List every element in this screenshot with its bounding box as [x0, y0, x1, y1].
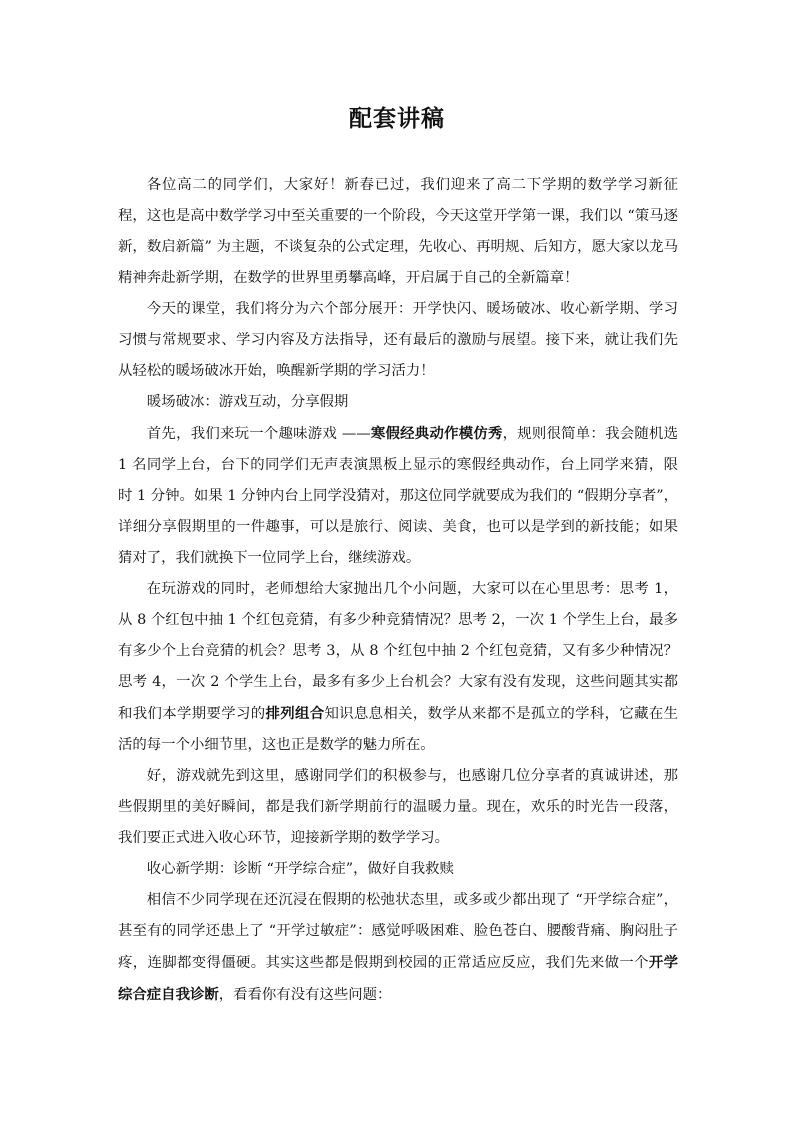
paragraph-game-rules — [118, 418, 678, 574]
text-run: 在玩游戏的同时，老师想给大家抛出几个小问题，大家可以在心里思考：思考 1，从 8 个红包中抽 1 个红包竞猜，有多少种竞猜情况？思考 2，一次 1 个学生上台，最多有多少个上台竞猜的机会？思考 3，从 8 个红包中抽 2 个红包竞猜，又有多少种情况？思考 4，一次 2 个学生上台，最多有多少上台机会？大家有没有发现，这些问题其实都和我们本学期要学习的 — [118, 581, 678, 722]
bold-game-name: 寒假经典动作模仿秀 — [370, 425, 503, 442]
text-run: ，规则很简单：我会随机选 1 名同学上台，台下的同学们无声表演黑板上显示的寒假经典动作，台上同学来猜，限时 1 分钟。如果 1 分钟内台上同学没猜对，那这位同学就要成为我们的 “假期分享者”，详细分享假期里的一件趣事，可以是旅行、阅读、美食，也可以是学到的新技能；如果猜对了，我们就换下一位同学上台，继续游戏。 — [118, 426, 678, 566]
paragraph-syndrome — [118, 885, 678, 1011]
paragraph-thanks: 好，游戏就先到这里，感谢同学们的积极参与，也感谢几位分享者的真诚讲述，那些假期里的美好瞬间，都是我们新学期前行的温暖力量。现在，欢乐的时光告一段落，我们要正式进入收心环节，迎接新学期的数学学习。 — [118, 768, 678, 846]
text-run: 知识息息相关，数学从来都不是孤立的学科，它藏在生活的每一个小细节里，这也正是数学的魅力所在。 — [118, 706, 678, 753]
document-body — [118, 170, 678, 1011]
paragraph-outline: 今天的课堂，我们将分为六个部分展开：开学快闪、暖场破冰、收心新学期、学习习惯与常规要求、学习内容及方法指导，还有最后的激励与展望。接下来，就让我们先从轻松的暖场破冰开始，唤醒新学期的学习活力！ — [118, 301, 678, 379]
paragraph-questions — [118, 574, 678, 761]
bold-topic: 排列组合 — [265, 705, 325, 722]
text-run: 相信不少同学现在还沉浸在假期的松弛状态里，或多或少都出现了 “开学综合症”，甚至有的同学还患上了 “开学过敏症”：感觉呼吸困难、脸色苍白、腰酸背痛、胸闷肚子疼，连脚都变得僵硬。其实这些都是假期到校园的正常适应反应，我们先来做一个 — [118, 892, 678, 971]
section-heading-settle: 收心新学期：诊断 “开学综合症”，做好自我救赎 — [146, 861, 454, 877]
text-run: ，看看你有没有这些问题： — [218, 987, 392, 1003]
section-heading-icebreak: 暖场破冰：游戏互动，分享假期 — [146, 394, 349, 410]
document-title: 配套讲稿 — [349, 105, 445, 132]
bold-self-diagnosis: 开学综合症自我诊断 — [118, 954, 678, 1003]
text-run: 首先，我们来玩一个趣味游戏 —— — [146, 426, 371, 442]
paragraph-intro: 各位高二的同学们，大家好！新春已过，我们迎来了高二下学期的数学学习新征程，这也是高中数学学习中至关重要的一个阶段，今天这堂开学第一课，我们以 “策马逐新，数启新篇” 为主题，不谈复杂的公式定理，先收心、再明规、后知方，愿大家以龙马精神奔赴新学期，在数学的世界里勇攀高峰，开启属于自己的全新篇章！ — [118, 177, 678, 286]
